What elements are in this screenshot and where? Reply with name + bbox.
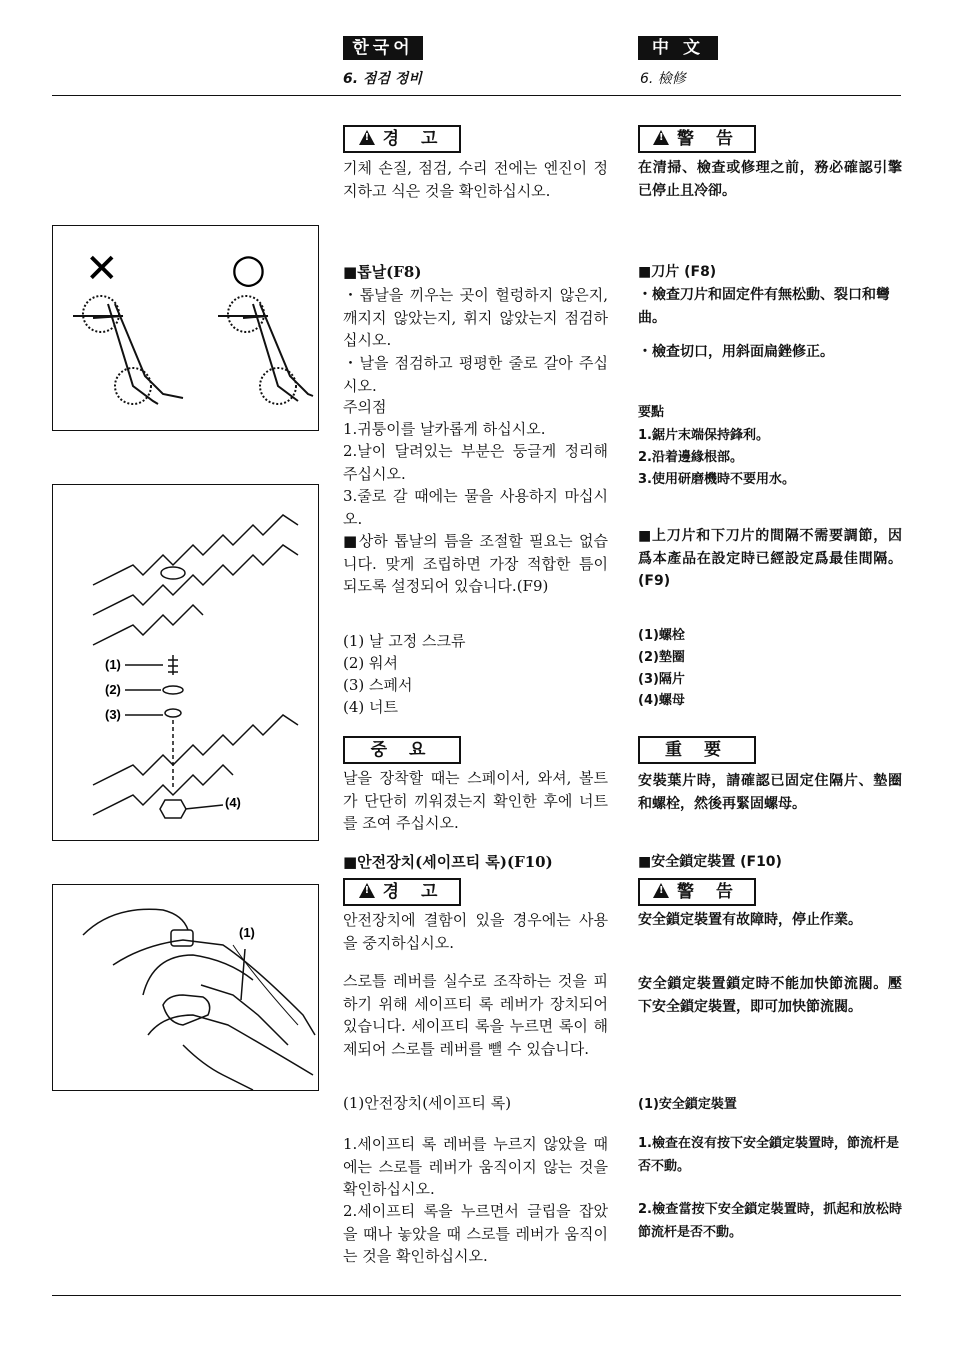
ko-safety-step-2: 2.세이프티 록을 누르면서 글립을 잡았을 때나 놓았을 때 스로틀 레버가 움직이는 것을 확인하십시오.	[343, 1202, 608, 1265]
ko-blade-title: ■톱날(F8)	[343, 263, 422, 281]
callout-1: (1)	[105, 657, 121, 672]
zh-blade-item-1: ・檢查刀片和固定件有無松動、裂口和彎曲。	[638, 287, 890, 326]
ko-important-text: 날을 장착할 때는 스페이서, 와셔, 볼트가 단단히 끼워졌는지 확인한 후에 너트를 조여 주십시오.	[343, 769, 608, 832]
zh-safety-warning-label: ! 警 告	[638, 878, 756, 906]
ko-gap-note: ■상하 톱날의 틈을 조절할 필요는 없습니다. 맞게 조립하면 가장 적합한 틈이 되도록 설정되어 있습니다.(F9)	[343, 532, 608, 595]
warning-icon	[359, 883, 375, 898]
zh-safety-title: ■安全鎖定裝置 (F10)	[638, 854, 782, 870]
warning-icon	[653, 130, 669, 145]
zh-part-1: (1)螺栓	[638, 628, 685, 643]
zh-blade-item-2: ・檢查切口，用斜面扁銼修正。	[638, 344, 834, 360]
ko-safety-part: (1)안전장치(세이프티 록)	[343, 1094, 512, 1112]
ko-safety-description: 스로틀 레버를 실수로 조작하는 것을 피하기 위해 세이프티 록 레버가 장치되어 있습니다. 세이프티 록을 누르면 록이 해제되어 스로틀 레버를 뺄 수 있습니다.	[343, 972, 608, 1058]
zh-warning-text: 在清掃、檢查或修理之前，務必確認引擎已停止且冷卻。	[638, 160, 902, 199]
zh-safety-warning-text: 安全鎖定裝置有故障時，停止作業。	[638, 912, 862, 928]
zh-gap-note: ■上刀片和下刀片的間隔不需要調節，因爲本產品在設定時已經設定爲最佳間隔。 (F9)	[638, 528, 902, 589]
bad-mark-icon: ✕	[85, 246, 119, 292]
zh-warning-label: ! 警 告	[638, 125, 756, 153]
safety-lock-callout: (1)	[239, 925, 255, 940]
ko-note-2: 2.날이 달려있는 부분은 둥글게 정리해 주십시오.	[343, 442, 608, 483]
ko-note-1: 1.귀퉁이를 날카롭게 하십시오.	[343, 420, 546, 438]
zh-note-1: 1.鋸片末端保持鋒利。	[638, 428, 769, 443]
korean-language-tag: 한국어	[343, 36, 423, 60]
zh-important-label: 重 要	[638, 736, 756, 764]
figure-f8-blade-edge	[52, 225, 319, 431]
zh-note-2: 2.沿着邊緣根部。	[638, 450, 743, 465]
zh-important-text: 安裝葉片時，請確認已固定住隔片、墊圈和螺栓，然後再緊固螺母。	[638, 773, 902, 812]
ko-safety-title: ■안전장치(세이프티 록)(F10)	[343, 853, 553, 871]
zh-note-title: 要點	[638, 405, 665, 420]
warning-icon	[359, 130, 375, 145]
callout-2: (2)	[105, 682, 121, 697]
ko-warning-label: !경 고	[343, 125, 461, 153]
good-mark-icon: ○	[231, 246, 266, 292]
header-rule	[52, 95, 901, 96]
chinese-section-title: 6. 檢修	[640, 71, 686, 87]
zh-safety-step-2: 2.檢查當按下安全鎖定裝置時，抓起和放松時節流杆是否不動。	[638, 1202, 902, 1240]
warning-icon	[653, 883, 669, 898]
ko-safety-step-1: 1.세이프티 록 레버를 누르지 않았을 때에는 스로틀 레버가 움직이지 않는 것을 확인하십시오.	[343, 1135, 608, 1198]
ko-part-2: (2) 워셔	[343, 654, 398, 672]
zh-safety-description: 安全鎖定裝置鎖定時不能加快節流閥。壓下安全鎖定裝置，即可加快節流閥。	[638, 976, 902, 1015]
ko-blade-item-1: ・톱날을 끼우는 곳이 헐렁하지 않은지, 깨지지 않았는지, 휘지 않았는지 점검하십시오.	[343, 286, 608, 349]
ko-part-4: (4) 너트	[343, 698, 398, 716]
footer-rule	[52, 1295, 901, 1296]
zh-part-2: (2)墊圈	[638, 650, 685, 665]
zh-note-3: 3.使用研磨機時不要用水。	[638, 472, 795, 487]
zh-part-3: (3)隔片	[638, 672, 685, 687]
ko-safety-warning-label: !경 고	[343, 878, 461, 906]
chinese-language-tag: 中 文	[638, 36, 718, 60]
ko-note-3: 3.줄로 갈 때에는 물을 사용하지 마십시오.	[343, 487, 608, 528]
zh-part-4: (4)螺母	[638, 693, 685, 708]
ko-part-3: (3) 스페서	[343, 676, 413, 694]
zh-safety-step-1: 1.檢查在沒有按下安全鎖定裝置時，節流杆是否不動。	[638, 1136, 899, 1174]
figure-f9-blade-assembly	[52, 484, 319, 841]
ko-important-label: 중 요	[343, 736, 461, 764]
ko-note-title: 주의점	[343, 398, 387, 416]
ko-warning-text: 기체 손질, 점검, 수리 전에는 엔진이 정지하고 식은 것을 확인하십시오.	[343, 159, 608, 200]
callout-3: (3)	[105, 707, 121, 722]
korean-section-title: 6. 점검 정비	[343, 71, 422, 87]
ko-part-1: (1) 날 고정 스크류	[343, 632, 466, 650]
figure-f10-safety-lock	[52, 884, 319, 1091]
ko-blade-item-2: ・날을 점검하고 평평한 줄로 갈아 주십시오.	[343, 354, 608, 395]
ko-safety-warning-text: 안전장치에 결함이 있을 경우에는 사용을 중지하십시오.	[343, 911, 608, 952]
zh-safety-part: (1)安全鎖定裝置	[638, 1097, 737, 1112]
callout-4: (4)	[225, 795, 241, 810]
zh-blade-title: ■刀片 (F8)	[638, 264, 717, 280]
